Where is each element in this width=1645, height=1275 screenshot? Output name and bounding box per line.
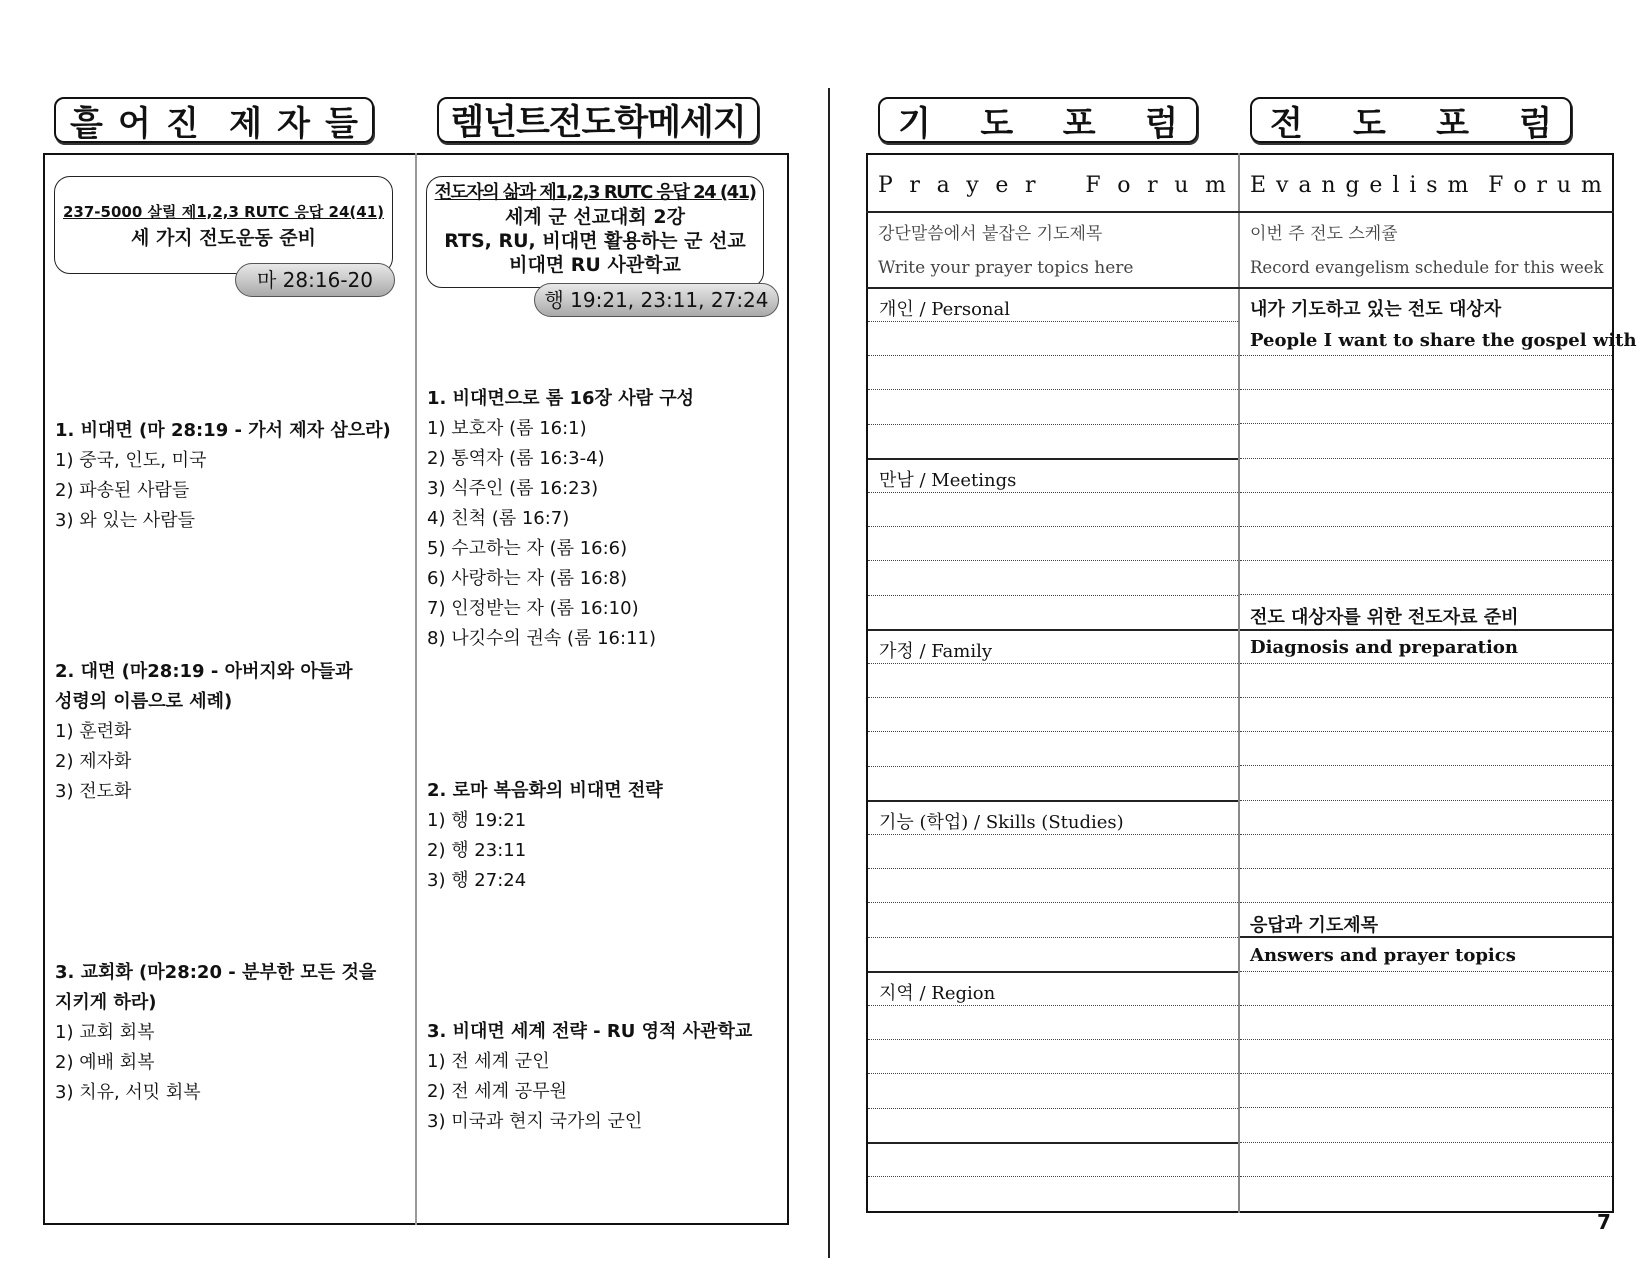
left-column-divider [415, 153, 417, 1225]
title-text: 렘넌트전도학메세지 [450, 103, 746, 143]
evangelism-rule-line [1240, 971, 1612, 972]
col1-title-bubble [54, 176, 393, 274]
prayer-section-divider [868, 800, 1238, 802]
col2-bubble-subtitle: 전도자의 삶과 제1,2,3 RUTC 응답 24 (41) [434, 182, 756, 203]
evangelism-rule-line [1240, 765, 1612, 766]
header-char: e [995, 172, 1009, 198]
evangelism-rule-line [1240, 1176, 1612, 1177]
prayer-rule-line [868, 731, 1238, 732]
list-item: 5) 수고하는 자 (롬 16:6) [427, 538, 628, 559]
prayer-section-divider [868, 458, 1238, 460]
evangelism-rule-line [1240, 902, 1612, 903]
title-evangelism-forum [1250, 97, 1572, 143]
prayer-rule-line [868, 834, 1238, 835]
evangelism-rule-line [1240, 1005, 1612, 1006]
col1-bubble-subtitle: 237-5000 살릴 제1,2,3 RUTC 응답 24(41) [63, 203, 384, 221]
evangelism-rule-line [1240, 492, 1612, 493]
prayer-rule-line [868, 1108, 1238, 1109]
evangelism-rule-line [1240, 731, 1612, 732]
prayer-rule-line [868, 663, 1238, 664]
prayer-rule-line [868, 1073, 1238, 1074]
prayer-rule-line [868, 560, 1238, 561]
list-item: 3) 행 27:24 [427, 870, 527, 891]
prayer-section-divider [868, 971, 1238, 973]
evangelism-rule-line [1240, 423, 1612, 424]
col2-bubble-title-1: 세계 군 선교대회 2강 [505, 206, 685, 228]
header-char: F [1488, 172, 1504, 198]
evangelism-block-2-en: Diagnosis and preparation [1250, 637, 1518, 658]
title-scattered-disciples [54, 97, 374, 143]
title-char: 기 [898, 103, 931, 144]
evangelism-subtitle-kr: 이번 주 전도 스케쥴 [1250, 224, 1398, 244]
title-char: 들 [325, 103, 358, 144]
header-char: m [1447, 172, 1469, 198]
prayer-rule-line [868, 389, 1238, 390]
title-char: 자 [277, 103, 310, 144]
title-char: 흩 [70, 103, 103, 144]
col1-heading-2: 2. 대면 (마28:19 - 아버지와 아들과 [55, 661, 353, 682]
header-char: r [1536, 172, 1548, 198]
header-char: r [1147, 172, 1158, 198]
title-char: 전 [1270, 103, 1303, 144]
evangelism-block-3-en: Answers and prayer topics [1250, 945, 1516, 966]
header-char: E [1250, 172, 1267, 198]
col1-bubble-title: 세 가지 전도운동 준비 [130, 227, 317, 249]
prayer-rule-line [868, 1005, 1238, 1006]
header-char: i [1409, 172, 1417, 198]
header-char: y [966, 172, 979, 198]
prayer-rule-line [868, 937, 1238, 938]
prayer-rule-line [868, 1176, 1238, 1177]
col1-heading-2b: 성령의 이름으로 세례) [55, 691, 233, 712]
evangelism-rule-line [1240, 834, 1612, 835]
col1-heading-1: 1. 비대면 (마 28:19 - 가서 제자 삼으라) [55, 420, 391, 441]
evangelism-rule-line [1240, 868, 1612, 869]
list-item: 8) 나깃수의 권속 (롬 16:11) [427, 628, 656, 649]
prayer-rule-line [868, 492, 1238, 493]
title-char: 럼 [1145, 103, 1178, 144]
header-char: P [878, 172, 893, 198]
title-prayer-forum [878, 97, 1198, 143]
list-item: 1) 행 19:21 [427, 810, 527, 831]
list-item: 2) 행 23:11 [427, 840, 527, 861]
col2-scripture-ref: 행 19:21, 23:11, 27:24 [534, 283, 779, 317]
list-item: 3) 전도화 [55, 781, 132, 802]
header-char: e [1369, 172, 1383, 198]
list-item: 3) 미국과 현지 국가의 군인 [427, 1111, 643, 1132]
list-item: 2) 제자화 [55, 751, 132, 772]
list-item: 2) 전 세계 공무원 [427, 1081, 567, 1102]
prayer-forum-header [878, 160, 1226, 210]
title-char: 포 [1436, 103, 1469, 144]
header-char: F [1085, 172, 1101, 198]
col2-heading-2: 2. 로마 복음화의 비대면 전략 [427, 780, 663, 801]
title-char: 도 [1353, 103, 1386, 144]
prayer-section-divider [868, 629, 1238, 631]
header-char: r [1024, 172, 1036, 198]
header-char: o [1513, 172, 1527, 198]
evangelism-rule-line [1240, 697, 1612, 698]
col1-outline-2 [55, 657, 353, 807]
page-fold-line [828, 88, 830, 1258]
category-family: 가정 / Family [879, 641, 993, 662]
col2-outline-1 [427, 384, 694, 654]
evangelism-rule-line [1240, 458, 1612, 459]
title-char: 포 [1062, 103, 1096, 144]
header-char: v [1275, 172, 1289, 198]
title-char: 도 [980, 103, 1014, 144]
list-item: 2) 통역자 (롬 16:3-4) [427, 448, 605, 469]
list-item: 1) 전 세계 군인 [427, 1051, 550, 1072]
category-region: 지역 / Region [879, 983, 996, 1004]
prayer-subtitle-en: Write your prayer topics here [878, 258, 1134, 278]
prayer-rule-line [868, 868, 1238, 869]
evangelism-rule-line [1240, 594, 1612, 595]
list-item: 1) 중국, 인도, 미국 [55, 450, 207, 471]
prayer-subtitle-kr: 강단말씀에서 붙잡은 기도제목 [878, 224, 1103, 244]
header-underline [866, 211, 1614, 213]
header-char: o [1117, 172, 1131, 198]
header-char: a [936, 172, 950, 198]
evangelism-rule-line [1240, 1073, 1612, 1074]
evangelism-block-3-kr: 응답과 기도제목 [1250, 915, 1378, 936]
evangelism-block-2-kr: 전도 대상자를 위한 전도자료 준비 [1250, 607, 1519, 628]
evangelism-rule-line [1240, 1107, 1612, 1108]
prayer-rule-line [868, 902, 1238, 903]
category-skills: 기능 (학업) / Skills (Studies) [879, 812, 1124, 833]
list-item: 1) 교회 회복 [55, 1022, 155, 1043]
list-item: 2) 파송된 사람들 [55, 480, 190, 501]
prayer-rule-line [868, 1039, 1238, 1040]
list-item: 1) 훈련화 [55, 721, 132, 742]
title-char: 진 [166, 103, 199, 144]
col1-heading-3b: 지키게 하라) [55, 992, 157, 1013]
list-item: 7) 인정받는 자 (롬 16:10) [427, 598, 639, 619]
evangelism-rule-line [1240, 1142, 1612, 1143]
prayer-rule-line [868, 526, 1238, 527]
prayer-rule-line [868, 595, 1238, 596]
col2-heading-1: 1. 비대면으로 롬 16장 사람 구성 [427, 388, 695, 409]
evangelism-section-divider [1240, 936, 1612, 938]
list-item: 4) 친척 (롬 16:7) [427, 508, 570, 529]
col2-bubble-title-3: 비대면 RU 사관학교 [509, 254, 681, 276]
header-char: u [1556, 172, 1572, 198]
col1-outline [55, 416, 391, 536]
col2-title-bubble [426, 176, 764, 288]
title-char: 제 [229, 103, 262, 144]
header-char: r [909, 172, 920, 198]
col2-outline-2 [427, 776, 663, 896]
col2-outline-3 [427, 1017, 752, 1137]
header-char: m [1205, 172, 1226, 198]
evangelism-rule-line [1240, 389, 1612, 390]
category-meetings: 만남 / Meetings [879, 470, 1017, 491]
prayer-rule-line [868, 321, 1238, 322]
list-item: 3) 식주인 (롬 16:23) [427, 478, 599, 499]
header-char: m [1581, 172, 1602, 198]
header-char: n [1321, 172, 1336, 198]
col1-heading-3: 3. 교회화 (마28:20 - 분부한 모든 것을 [55, 962, 377, 983]
list-item: 6) 사랑하는 자 (롬 16:8) [427, 568, 628, 589]
evangelism-rule-line [1240, 663, 1612, 664]
header-char: a [1298, 172, 1312, 198]
evangelism-section-divider [1240, 629, 1612, 631]
evangelism-rule-line [1240, 800, 1612, 801]
col1-scripture-ref: 마 28:16-20 [235, 263, 395, 297]
subtitle-underline [866, 287, 1614, 289]
page-number: 7 [1597, 1210, 1611, 1234]
title-char: 어 [118, 103, 151, 144]
prayer-rule-line [868, 355, 1238, 356]
col1-outline-3 [55, 958, 376, 1108]
evangelism-rule-line [1240, 355, 1612, 356]
evangelism-rule-line [1240, 526, 1612, 527]
prayer-section-divider [868, 1142, 1238, 1144]
evangelism-block-1-en: People I want to share the gospel with [1250, 330, 1637, 351]
prayer-rule-line [868, 766, 1238, 767]
title-char: 럼 [1519, 103, 1552, 144]
evangelism-block-1-kr: 내가 기도하고 있는 전도 대상자 [1250, 299, 1502, 320]
evangelism-rule-line [1240, 1039, 1612, 1040]
col2-heading-3: 3. 비대면 세계 전략 - RU 영적 사관학교 [427, 1021, 753, 1042]
header-char: s [1426, 172, 1438, 198]
list-item: 3) 와 있는 사람들 [55, 510, 195, 531]
list-item: 1) 보호자 (롬 16:1) [427, 418, 587, 439]
evangelism-forum-header [1250, 160, 1602, 210]
header-char: u [1174, 172, 1189, 198]
category-personal: 개인 / Personal [879, 299, 1010, 320]
evangelism-rule-line [1240, 560, 1612, 561]
list-item: 3) 치유, 서밋 회복 [55, 1082, 201, 1103]
list-item: 2) 예배 회복 [55, 1052, 155, 1073]
evangelism-subtitle-en: Record evangelism schedule for this week [1250, 258, 1604, 277]
prayer-rule-line [868, 424, 1238, 425]
header-char: g [1345, 172, 1360, 198]
title-remnant-message [437, 97, 759, 143]
prayer-rule-line [868, 697, 1238, 698]
right-column-divider [1238, 153, 1240, 1213]
col2-bubble-title-2: RTS, RU, 비대면 활용하는 군 선교 [444, 230, 746, 252]
header-char: l [1392, 172, 1400, 198]
